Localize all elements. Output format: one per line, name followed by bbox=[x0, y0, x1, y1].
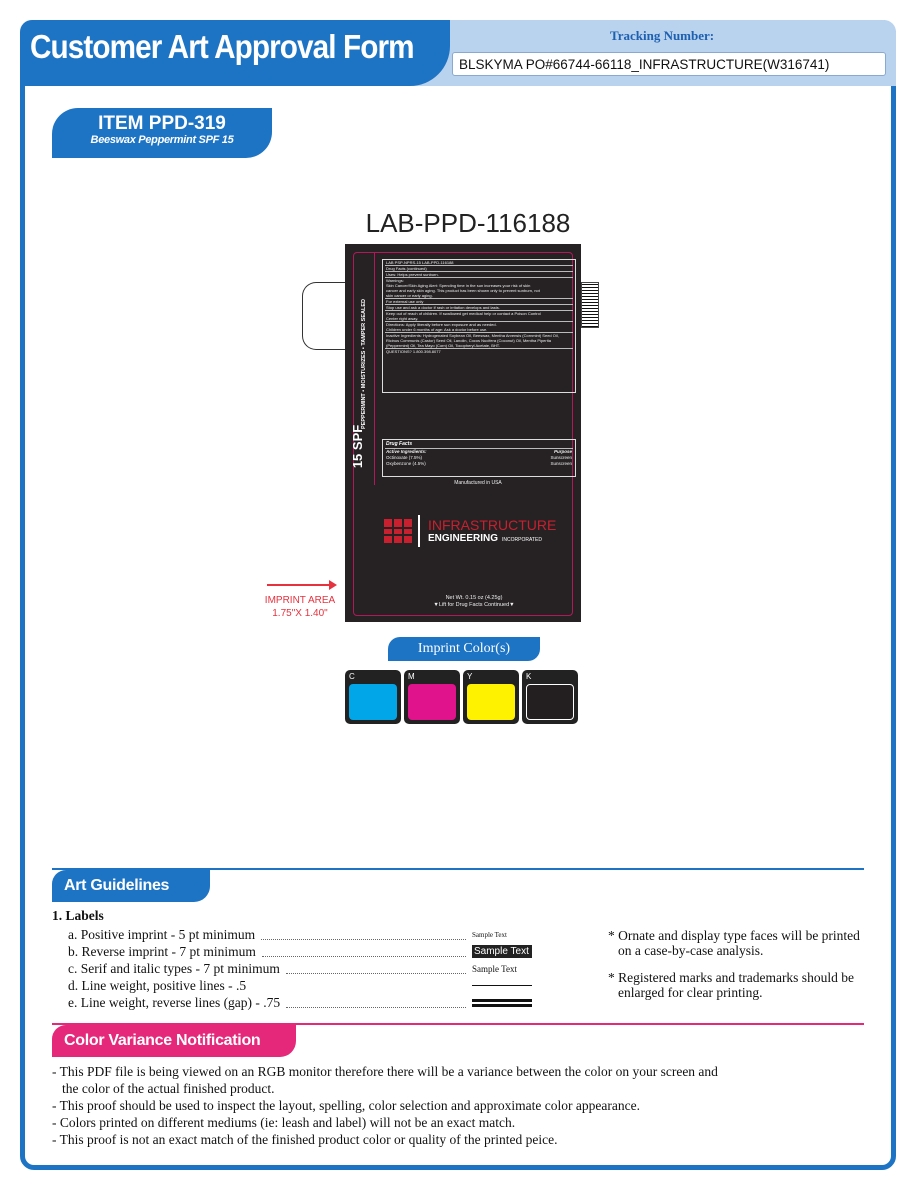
form-title: Customer Art Approval Form bbox=[30, 28, 414, 65]
facts-line: QUESTIONS? 1.800.398.8077 bbox=[386, 349, 441, 354]
logo-text-primary: INFRASTRUCTURE bbox=[428, 517, 557, 533]
sample-positive: Sample Text bbox=[472, 930, 507, 939]
guideline-row: e. Line weight, reverse lines (gap) - .75 bbox=[52, 994, 532, 1011]
drug-facts-continued bbox=[382, 259, 576, 393]
guidelines-notes: * Ornate and display type faces will be printed on a case-by-case analysis. * Registered marks and trademarks should be enlarged for clear printing. bbox=[608, 928, 860, 1000]
label-border bbox=[350, 252, 573, 616]
item-description: Beeswax Peppermint SPF 15 bbox=[90, 134, 234, 146]
header-title-panel bbox=[20, 20, 450, 86]
drug-facts-box bbox=[382, 439, 576, 477]
product-label-proof bbox=[345, 244, 581, 622]
item-code: ITEM PPD-319 bbox=[98, 113, 226, 134]
logo-mark-icon bbox=[384, 519, 412, 543]
facts-line: cancer and early skin aging. This product has been shown only to prevent sunburn, not bbox=[386, 288, 540, 293]
barcode-strip bbox=[581, 282, 599, 328]
facts-line: Ricinus Communis (Castor) Seed Oil, Lanolin, Cocos Nucifera (Coconut) Oil, Mentha Piperita bbox=[386, 338, 551, 343]
imprint-arrow-icon bbox=[267, 580, 337, 590]
art-guidelines-tab: Art Guidelines bbox=[52, 870, 210, 902]
facts-line: Children under 6 months of age: Ask a doctor before use. bbox=[386, 327, 488, 332]
tracking-label: Tracking Number: bbox=[610, 28, 715, 43]
logo-text-secondary: ENGINEERING bbox=[428, 533, 499, 544]
facts-line: skin cancer or early aging. bbox=[386, 293, 433, 298]
facts-line: Skin Cancer/Skin Aging Alert: Spending time in the sun increases your risk of skin bbox=[386, 283, 531, 288]
facts-line: For external use only bbox=[386, 299, 424, 304]
facts-line: Directions: Apply liberally before sun exposure and as needed. bbox=[386, 322, 497, 327]
facts-line: Stop use and ask a doctor if rash or irritation develops and lasts. bbox=[386, 305, 500, 310]
tracking-number-field: BLSKYMA PO#66744-66118_INFRASTRUCTURE(W316741) bbox=[452, 52, 886, 76]
sample-line-reverse bbox=[472, 996, 532, 1009]
company-logo bbox=[384, 515, 574, 547]
guideline-row: a. Positive imprint - 5 pt minimum Sample Text bbox=[52, 926, 532, 943]
logo-text-tertiary: INCORPORATED bbox=[502, 537, 542, 543]
color-swatches bbox=[345, 670, 578, 724]
facts-line: Inactive Ingredients: Hydrogenated Soybean Oil, Beeswax, Mentha Arvensis (Cornmint) Seed Oil, bbox=[386, 333, 559, 338]
lab-number: LAB-PPD-116188 bbox=[365, 208, 571, 238]
guidelines-heading: 1. Labels bbox=[52, 908, 104, 923]
facts-line: LAB PSP-NPRS-15 LAB-PPD-116188 bbox=[386, 260, 454, 265]
variance-notes: - This PDF file is being viewed on an RGB monitor therefore there will be a variance between the color on your screen and the color of the actual finished product. - This proof should be used to inspect the layout, spelling, color selection and approximate color appearance. - Colors printed on different mediums (ie: leash and label) will not be an exact match. - This proof is not an exact match of the finished product color or quality of the printed peice. bbox=[52, 1064, 718, 1147]
lift-note: ▼Lift for Drug Facts Continued▼ bbox=[433, 602, 515, 608]
swatch-yellow: Y bbox=[463, 670, 519, 724]
imprint-area-size: 1.75"X 1.40" bbox=[272, 608, 328, 619]
guideline-row: c. Serif and italic types - 7 pt minimum Sample Text bbox=[52, 960, 532, 977]
spine-text: PEPPERMINT • MOISTURIZES • TAMPER SEALED bbox=[361, 299, 367, 429]
active-ingredients-label: Active Ingredients: bbox=[386, 449, 427, 454]
sample-reverse: Sample Text bbox=[472, 945, 532, 958]
sample-line-positive bbox=[472, 979, 532, 992]
drug-facts-title: Drug Facts bbox=[386, 441, 413, 447]
facts-line: Uses: Helps prevent sunburn. bbox=[386, 272, 439, 277]
active-row: Octinoxate (7.5%) Sunscreen bbox=[386, 455, 572, 460]
imprint-area-label: IMPRINT AREA 1.75"X 1.40" bbox=[255, 594, 345, 620]
manufactured-note: Manufactured in USA bbox=[454, 480, 502, 486]
swatch-magenta: M bbox=[404, 670, 460, 724]
guideline-row: d. Line weight, positive lines - .5 bbox=[52, 977, 532, 994]
label-spine bbox=[350, 253, 375, 485]
color-variance-tab: Color Variance Notification bbox=[52, 1025, 296, 1057]
guidelines-list bbox=[52, 908, 532, 1011]
swatch-black: K bbox=[522, 670, 578, 724]
imprint-colors-tab: Imprint Color(s) bbox=[388, 637, 540, 661]
facts-line: Warnings: bbox=[386, 278, 404, 283]
facts-line: Drug Facts (continued) bbox=[386, 266, 427, 271]
net-weight: Net Wt. 0.15 oz (4.25g) ▼Lift for Drug Facts Continued▼ bbox=[374, 595, 574, 609]
purpose-label: Purpose bbox=[553, 449, 572, 454]
facts-line: Keep out of reach of children. If swallowed get medical help or contact a Poison Control bbox=[386, 311, 541, 316]
swatch-cyan: C bbox=[345, 670, 401, 724]
label-pull-tab bbox=[302, 282, 349, 350]
item-tab bbox=[52, 108, 272, 158]
spf-text: 15 SPF bbox=[350, 424, 366, 469]
sample-serif: Sample Text bbox=[472, 963, 517, 974]
facts-line: Center right away. bbox=[386, 316, 419, 321]
guideline-row: b. Reverse imprint - 7 pt minimum Sample Text bbox=[52, 943, 532, 960]
facts-line: (Peppermint) Oil, Tea Mayo (Corn) Oil, Tocopheryl Acetate, BHT. bbox=[386, 343, 500, 348]
header bbox=[20, 20, 896, 86]
active-row: Oxybenzone (4.5%) Sunscreen bbox=[386, 461, 572, 466]
